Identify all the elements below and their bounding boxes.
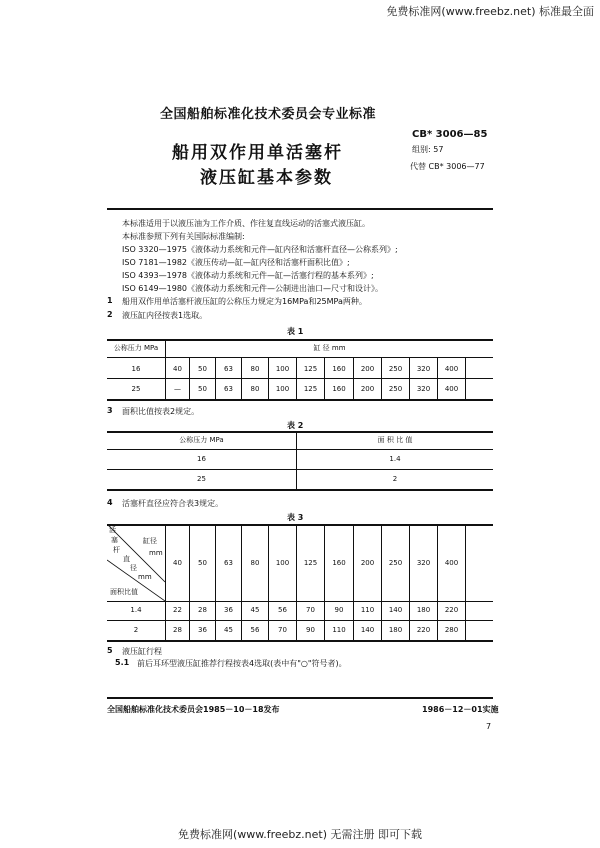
table1-cell: 63 [224,365,233,373]
table3-bore: 160 [332,559,346,567]
publish-date: 全国船舶标准化技术委员会1985－10－18发布 [107,705,280,714]
table3-diag-rod: 活 [109,526,116,534]
table3-diag-bore: mm [149,549,163,557]
table3-bore: 100 [275,559,290,567]
table3-cell: 180 [388,626,403,634]
table3-cell: 90 [306,626,315,634]
table2-row-ratio: 1.4 [389,455,401,463]
clause-number: 4 [107,498,113,507]
table1-cell: 100 [275,385,290,393]
clause-number: 5 [107,646,113,655]
table3-cell: 22 [173,606,182,614]
table3-bore: 50 [198,559,207,567]
table2-ratio-header: 面 积 比 值 [377,436,413,444]
table3-cell: 140 [360,626,375,634]
page-number: 7 [486,722,492,731]
table1-bore-header: 缸 径 mm [313,344,346,352]
table3-cell: 110 [360,606,375,614]
table3-bore: 200 [360,559,375,567]
table3-cell: 56 [278,606,287,614]
table1-cell: 250 [388,385,403,393]
table1-cell: 250 [388,365,403,373]
intro-line: ISO 6149—1980《液体动力系统和元件—公制进出油口—尺寸和设计》。 [122,284,383,293]
table3-cell: 180 [416,606,431,614]
clause-1: 船用双作用单活塞杆液压缸的公称压力规定为16MPa和25MPa两种。 [122,297,367,306]
table1-cell: 160 [332,385,346,393]
clause-2: 液压缸内径按表1选取。 [122,311,208,320]
table3-cell: 45 [250,606,260,614]
table3-cell: 36 [198,626,207,634]
header-rule [107,208,493,210]
table3-diag-rod: 直 [123,555,130,563]
table3-cell: 70 [278,626,287,634]
table3-diag-ratio: 面积比值 [110,588,138,596]
table1-row-pressure: 16 [131,365,141,373]
table3-diag-rod: mm [138,573,152,581]
table1-cell: 80 [250,385,260,393]
table1-cell: — [174,385,181,393]
implement-date: 1986－12－01实施 [422,705,499,714]
table3-bore: 250 [388,559,403,567]
table3-diag-rod: 塞 [111,536,118,544]
table3-bore: 125 [303,559,318,567]
table3-row-ratio: 2 [133,626,139,634]
table3-diag-bore: 缸径 [143,537,157,545]
clause-5: 液压缸行程 [122,647,162,656]
table1-cell: 400 [444,385,459,393]
table2-row-ratio: 2 [392,475,398,483]
table3-cell: 220 [444,606,459,614]
intro-line: ISO 3320—1975《液体动力系统和元件—缸内径和活塞杆直径—公称系列》; [122,245,398,254]
table3-bore: 320 [416,559,431,567]
table1-cell: 40 [173,365,182,373]
footer-rule [107,697,493,699]
table1-cell: 200 [360,365,375,373]
table3-caption: 表 3 [287,513,304,522]
table3-bore: 80 [250,559,260,567]
table3-cell: 28 [198,606,207,614]
table3-cell: 56 [250,626,260,634]
table3-diag-rod: 杆 [113,546,120,554]
clause-number: 3 [107,406,113,415]
table1-cell: 160 [332,365,346,373]
table1-pressure-header: 公称压力 MPa [113,344,159,352]
table3-bore: 40 [173,559,182,567]
intro-line: 本标准适用于以液压油为工作介质、作往复直线运动的活塞式液压缸。 [122,219,370,228]
table2-row-pressure: 25 [197,475,206,483]
site-banner-top: 免费标准网(www.freebz.net) 标准最全面 [386,5,594,18]
clause-5-1: 前后耳环型液压缸推荐行程按表4选取(表中有"○"符号者)。 [137,659,347,668]
table1-cell: 320 [416,385,431,393]
site-banner-bottom: 免费标准网(www.freebz.net) 无需注册 即可下载 [177,828,423,841]
table1-cell: 63 [224,385,233,393]
standard-code: CB* 3006—85 [412,129,488,140]
table1-cell: 125 [303,365,318,373]
clause-4: 活塞杆直径应符合表3规定。 [122,499,224,508]
table2-pressure-header: 公称压力 MPa [179,436,224,444]
replaces-standard: 代替 CB* 3006—77 [410,162,485,171]
table2-row-pressure: 16 [197,455,206,463]
table3-bore: 63 [224,559,233,567]
intro-line: ISO 4393—1978《液体动力系统和元件—缸—活塞行程的基本系列》; [122,271,374,280]
table3-cell: 28 [173,626,182,634]
intro-line: 本标准参照下列有关国际标准编制: [122,232,245,241]
table3-cell: 36 [224,606,233,614]
table3-cell: 140 [388,606,403,614]
table1-cell: 50 [198,365,207,373]
clause-number: 5.1 [115,658,130,667]
clause-number: 2 [107,310,113,319]
table1-cell: 50 [198,385,207,393]
table3-cell: 70 [306,606,315,614]
table1-cell: 100 [275,365,290,373]
table2-caption: 表 2 [287,421,304,430]
table3-cell: 280 [444,626,459,634]
table1-cell: 400 [444,365,459,373]
table3-row-ratio: 1.4 [130,606,142,614]
table1-caption: 表 1 [287,327,304,336]
table1-cell: 200 [360,385,375,393]
group-number: 组别: 57 [412,145,444,154]
committee-name: 全国船舶标准化技术委员会专业标准 [160,107,377,122]
table3-cell: 220 [416,626,431,634]
clause-number: 1 [107,296,113,305]
doc-title-line1: 船用双作用单活塞杆 [172,143,343,163]
table1-row-pressure: 25 [131,385,141,393]
intro-line: ISO 7181—1982《液压传动—缸—缸内径和活塞杆面积比值》; [122,258,350,267]
table3-cell: 110 [332,626,346,634]
table1-cell: 320 [416,365,431,373]
table3-cell: 45 [224,626,233,634]
doc-title-line2: 液压缸基本参数 [200,168,333,188]
table3-cell: 90 [334,606,344,614]
table3-bore: 400 [444,559,459,567]
table3-diag-rod: 径 [130,564,137,572]
table1-cell: 80 [250,365,260,373]
table1-cell: 125 [303,385,318,393]
clause-3: 面积比值按表2规定。 [122,407,200,416]
